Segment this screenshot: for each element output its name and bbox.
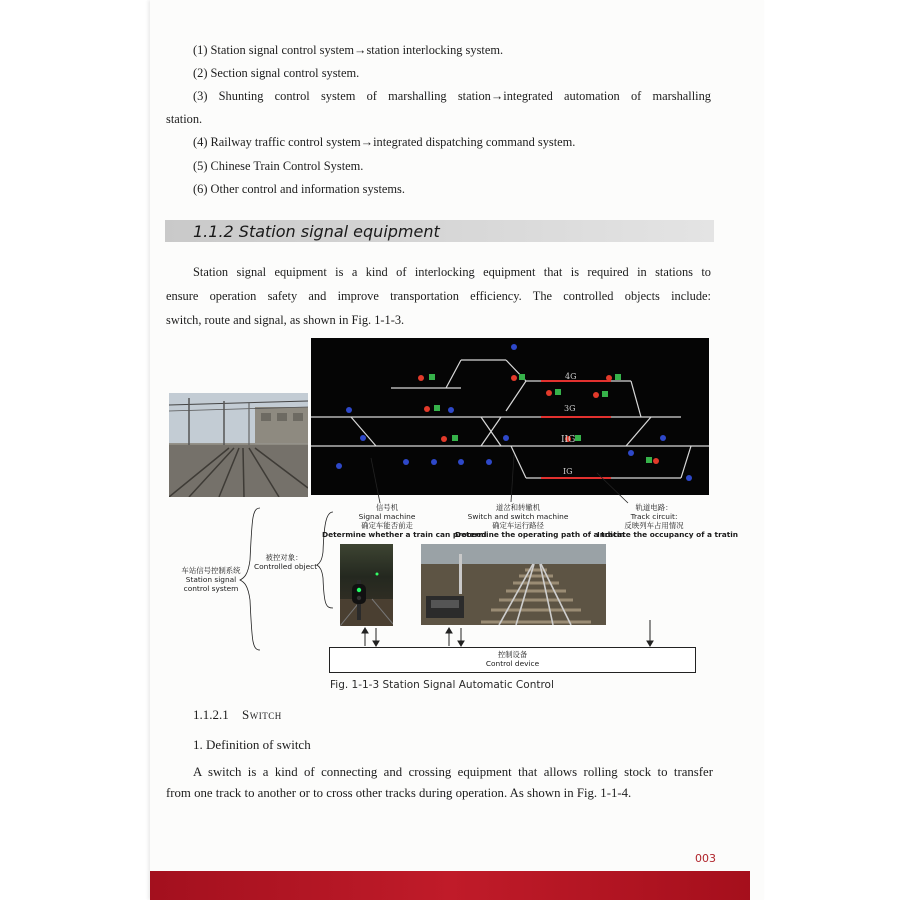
signal-machine-photo — [340, 544, 393, 626]
signal-machine-label — [322, 503, 487, 539]
list-item-2: (2) Section signal control system. — [193, 66, 360, 80]
switch-machine-label — [455, 503, 625, 539]
track-label-ig: IG — [563, 467, 573, 476]
section-paragraph-line-1: Station signal equipment is a kind of interlocking equipment that is required in stations to — [193, 265, 711, 279]
signal-machine-label-zh: 信号机 — [375, 503, 399, 512]
track-circuit-label-zh: 轨道电路： — [635, 503, 673, 512]
subsection-title: Switch — [242, 707, 282, 722]
system-label-zh: 车站信号控制系统 — [181, 566, 241, 575]
controlled-object-label — [254, 553, 318, 571]
switch-machine-label-zh: 道岔和转辙机 — [495, 503, 541, 512]
subsection-heading — [193, 707, 282, 723]
switch-machine-desc-zh: 确定车运行路径 — [492, 521, 544, 530]
signal-machine-desc-zh: 确定车能否前走 — [361, 521, 413, 530]
signal-machine-desc-en: Determine whether a train can proceed — [322, 530, 487, 539]
switch-machine-desc-en: Determine the operating path of a tratin — [455, 530, 625, 539]
switch-paragraph-line-1: A switch is a kind of connecting and crossing equipment that allows rolling stock to transfer — [193, 765, 713, 779]
controlled-object-label-zh: 被控对象： — [265, 553, 303, 562]
track-label-4g: 4G — [565, 372, 577, 381]
list-item-3-continued: station. — [166, 112, 203, 126]
track-circuit-desc-en: Indicate the occupancy of a tratin — [597, 530, 739, 539]
figure-caption: Fig. 1-1-3 Station Signal Automatic Control — [330, 679, 554, 691]
control-device-box — [329, 647, 696, 673]
track-circuit-desc-zh: 反映列车占用情况 — [624, 521, 684, 530]
list-item-6: (6) Other control and information systems. — [193, 182, 405, 196]
list-item-4: (4) Railway traffic control system→integrated dispatching command system. — [193, 135, 576, 149]
list-item-1: (1) Station signal control system→station interlocking system. — [193, 43, 504, 57]
controlled-object-label-en: Controlled object — [254, 562, 318, 571]
signal-machine-label-en: Signal machine — [358, 512, 416, 521]
section-paragraph-line-2: ensure operation safety and improve transportation efficiency. The controlled objects include: — [166, 289, 711, 303]
track-circuit-label-en: Track circuit: — [630, 512, 678, 521]
footer-red-band — [150, 871, 750, 900]
page-number: 003 — [695, 852, 716, 865]
list-item-3: (3) Shunting control system of marshalling station→integrated automation of marshalling — [193, 89, 711, 103]
control-device-label-en: Control device — [485, 659, 540, 668]
system-label — [175, 566, 247, 593]
track-label-iig: IIG — [561, 435, 576, 445]
system-label-en-1: Station signal — [185, 575, 237, 584]
section-paragraph-line-3: switch, route and signal, as shown in Fig. 1-1-3. — [166, 313, 405, 327]
definition-heading: 1. Definition of switch — [193, 737, 311, 752]
list-item-5: (5) Chinese Train Control System. — [193, 159, 364, 173]
section-title: 1.1.2 Station signal equipment — [193, 222, 440, 241]
switch-paragraph-line-2: from one track to another or to cross other tracks during operation. As shown in Fig. 1-1-4. — [166, 786, 632, 800]
subsection-number: 1.1.2.1 — [193, 707, 229, 722]
system-label-en-2: control system — [183, 584, 239, 593]
switch-machine-label-en: Switch and switch machine — [467, 512, 569, 521]
switch-and-track-photo — [421, 544, 606, 625]
control-device-label — [330, 650, 695, 668]
control-device-label-zh: 控制设备 — [497, 650, 528, 659]
track-label-3g: 3G — [564, 404, 576, 413]
track-circuit-label — [597, 503, 739, 539]
